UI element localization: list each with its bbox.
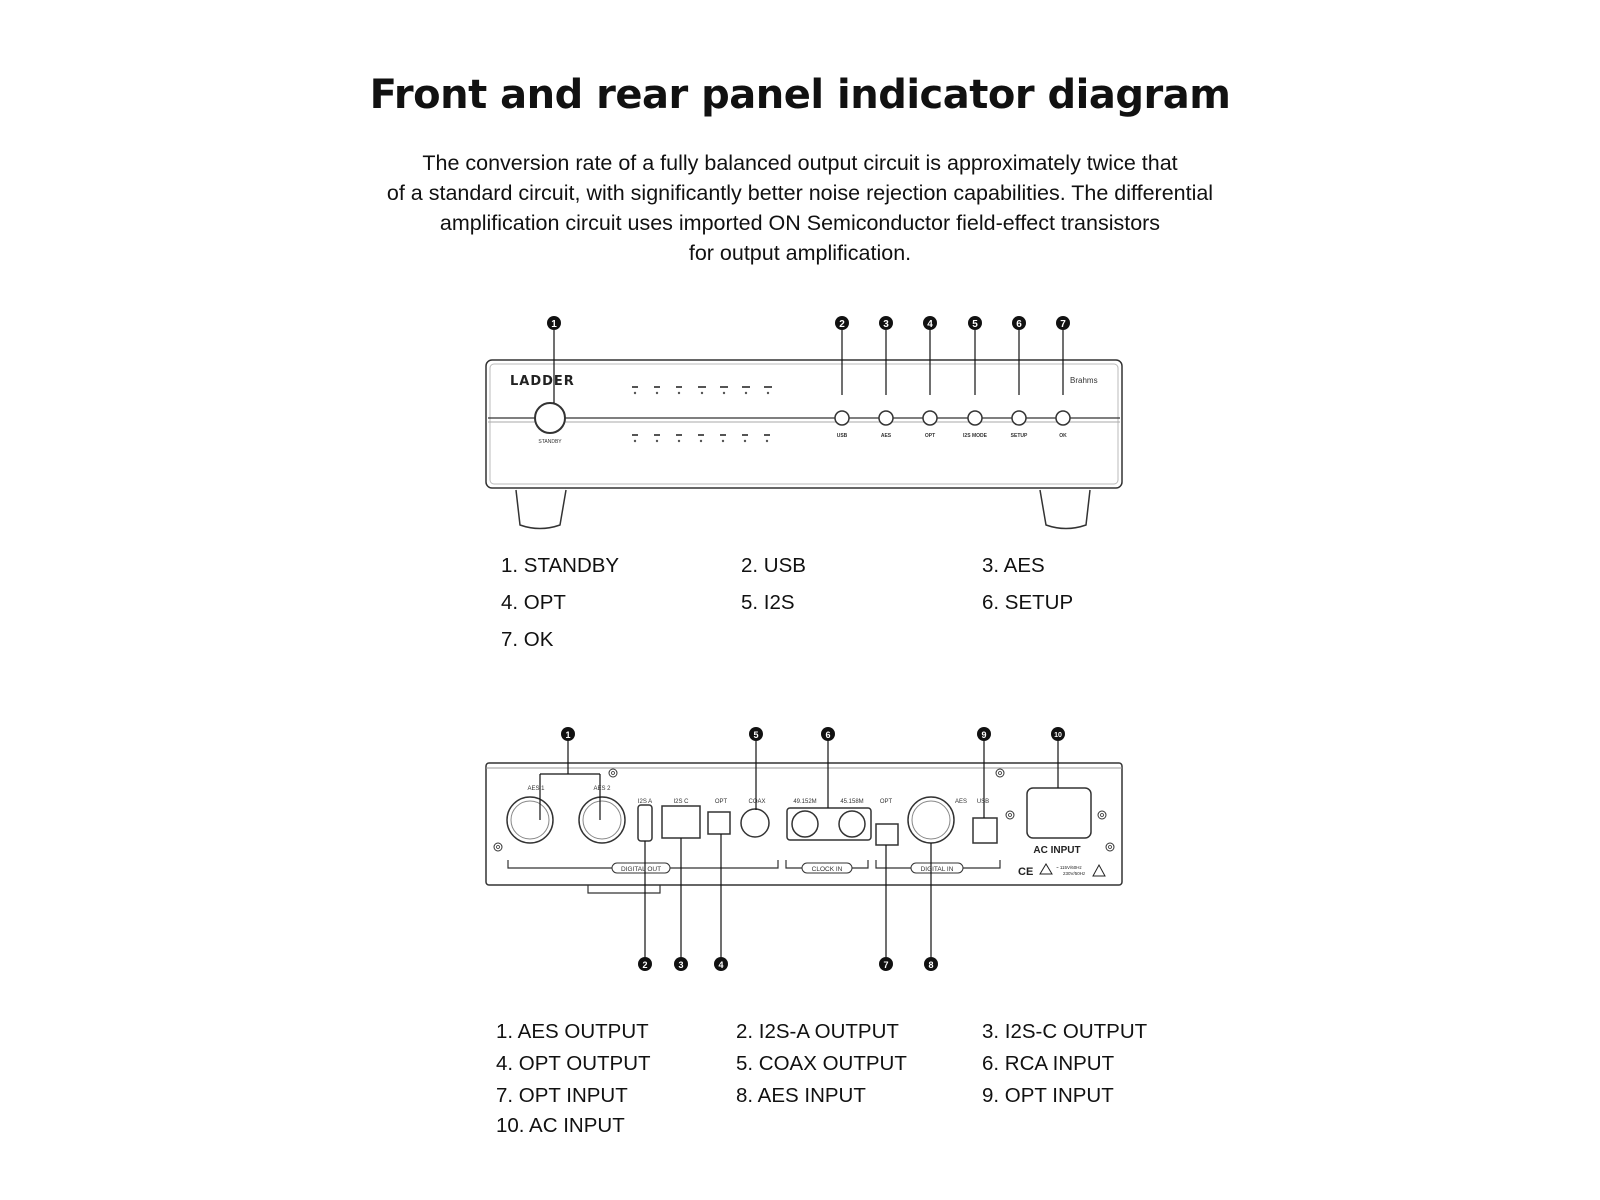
indicator-dot bbox=[654, 386, 660, 388]
rear-legend-item: 1. AES OUTPUT bbox=[496, 1020, 649, 1043]
ok-button bbox=[1056, 411, 1070, 425]
opt-output-port bbox=[708, 812, 730, 834]
i2s-c-port bbox=[662, 806, 700, 838]
coax-output-port bbox=[741, 809, 769, 837]
indicator-dot bbox=[720, 434, 726, 436]
front-leader-lines bbox=[554, 330, 1063, 403]
standby-label: STANDBY bbox=[538, 439, 562, 445]
rear-legend-item: 2. I2S-A OUTPUT bbox=[736, 1020, 899, 1043]
marker-number: 7 bbox=[1060, 319, 1066, 330]
i2s-a-port bbox=[638, 805, 652, 841]
aes2-output-port bbox=[583, 801, 621, 839]
model-name: Brahms bbox=[1070, 376, 1098, 385]
front-markers bbox=[547, 316, 1070, 330]
indicator-dot bbox=[701, 392, 703, 394]
front-legend-item: 1. STANDBY bbox=[501, 554, 620, 577]
marker-number: 8 bbox=[928, 960, 934, 970]
aes-input-port bbox=[912, 801, 950, 839]
indicator-dot bbox=[722, 440, 724, 442]
front-legend-item: 2. USB bbox=[741, 554, 806, 577]
indicator-dot bbox=[767, 392, 769, 394]
front-legend-item: 7. OK bbox=[501, 628, 554, 651]
screw bbox=[1101, 814, 1104, 817]
screw bbox=[1009, 814, 1012, 817]
indicator-dot bbox=[676, 386, 682, 388]
marker-number: 7 bbox=[883, 960, 889, 970]
aes-button bbox=[879, 411, 893, 425]
port-label: OPT bbox=[714, 799, 728, 805]
screw bbox=[609, 769, 617, 777]
rear-legend-item: 9. OPT INPUT bbox=[982, 1084, 1114, 1107]
screw bbox=[494, 843, 502, 851]
warning-icon bbox=[1040, 864, 1052, 874]
indicator-dot bbox=[700, 440, 702, 442]
rear-marker-numbers bbox=[565, 730, 1062, 970]
group-label: DIGITAL IN bbox=[920, 866, 954, 873]
usb-input-port bbox=[973, 818, 997, 843]
port-label: 49.152M bbox=[793, 799, 817, 805]
screw bbox=[999, 772, 1002, 775]
i2s-mode-button bbox=[968, 411, 982, 425]
opt-input-port bbox=[876, 824, 898, 845]
port-label: USB bbox=[976, 799, 990, 805]
front-legend-item: 5. I2S bbox=[741, 591, 795, 614]
marker-number: 4 bbox=[927, 319, 933, 330]
rear-legend-item: 10. AC INPUT bbox=[496, 1114, 625, 1137]
aes2-output-port bbox=[579, 797, 625, 843]
front-chassis bbox=[486, 360, 1122, 488]
indicator-dot bbox=[698, 386, 706, 388]
front-foot-right bbox=[1040, 490, 1090, 529]
screw bbox=[612, 772, 615, 775]
description-line: amplification circuit uses imported ON Semiconductor field-effect transistors bbox=[439, 211, 1161, 235]
button-label: AES bbox=[880, 433, 892, 439]
rear-legend-item: 7. OPT INPUT bbox=[496, 1084, 628, 1107]
description-line: The conversion rate of a fully balanced output circuit is approximately twice that bbox=[422, 151, 1178, 175]
front-panel bbox=[486, 330, 1122, 529]
marker-number: 4 bbox=[718, 960, 724, 970]
description-line: of a standard circuit, with significantly better noise rejection capabilities. The differential bbox=[386, 181, 1214, 205]
opt-button bbox=[923, 411, 937, 425]
screw bbox=[1106, 843, 1114, 851]
marker-number: 1 bbox=[565, 730, 571, 740]
rear-legend-item: 8. AES INPUT bbox=[736, 1084, 866, 1107]
front-marker-numbers bbox=[551, 319, 1066, 330]
foot-bracket bbox=[588, 885, 660, 893]
port-label: AES bbox=[954, 799, 968, 805]
button-label: OPT bbox=[924, 433, 936, 439]
indicator-dot bbox=[632, 434, 638, 436]
indicator-dot bbox=[742, 386, 750, 388]
indicator-dot bbox=[678, 392, 680, 394]
rear-legend-item: 3. I2S-C OUTPUT bbox=[982, 1020, 1148, 1043]
rear-legend-item: 4. OPT OUTPUT bbox=[496, 1052, 651, 1075]
indicator-dot bbox=[656, 392, 658, 394]
marker-number: 9 bbox=[981, 730, 987, 740]
screw bbox=[1109, 846, 1112, 849]
port-label: I2S C bbox=[673, 799, 689, 805]
button-label: SETUP bbox=[1010, 433, 1028, 439]
indicator-dot bbox=[678, 440, 680, 442]
port-label: AES 2 bbox=[593, 786, 611, 792]
marker-number: 3 bbox=[678, 960, 684, 970]
indicator-dot bbox=[744, 440, 746, 442]
description-line: for output amplification. bbox=[688, 241, 912, 265]
indicator-dot bbox=[766, 440, 768, 442]
indicator-dot bbox=[656, 440, 658, 442]
indicator-dot bbox=[720, 386, 728, 388]
indicator-dot bbox=[634, 392, 636, 394]
clock-in-port bbox=[792, 811, 818, 837]
standby-button bbox=[535, 403, 565, 433]
group-label: CLOCK IN bbox=[811, 866, 843, 873]
indicator-dot bbox=[723, 392, 725, 394]
rear-leader-lines bbox=[540, 741, 1058, 957]
button-label: OK bbox=[1059, 433, 1067, 439]
ce-mark: CE bbox=[1018, 866, 1034, 878]
page-title: Front and rear panel indicator diagram bbox=[369, 72, 1231, 118]
indicator-row-top bbox=[632, 386, 772, 394]
port-label: AES 1 bbox=[527, 786, 545, 792]
button-label: USB bbox=[836, 433, 848, 439]
group-label: DIGITAL OUT bbox=[620, 866, 662, 873]
marker-number: 10 bbox=[1054, 732, 1062, 739]
usb-button bbox=[835, 411, 849, 425]
rear-legend-item: 5. COAX OUTPUT bbox=[736, 1052, 907, 1075]
screw bbox=[1098, 811, 1106, 819]
marker-number: 5 bbox=[972, 319, 978, 330]
aes1-output-port bbox=[507, 797, 553, 843]
port-label: COAX bbox=[748, 799, 766, 805]
aes1-output-port bbox=[511, 801, 549, 839]
marker-number: 1 bbox=[551, 319, 557, 330]
indicator-dot bbox=[634, 440, 636, 442]
button-label: I2S MODE bbox=[963, 433, 987, 439]
indicator-dot bbox=[632, 386, 638, 388]
warning-icon bbox=[1093, 865, 1105, 876]
ac-input-label: AC INPUT bbox=[1033, 845, 1081, 856]
front-legend-item: 4. OPT bbox=[501, 591, 566, 614]
front-foot-left bbox=[516, 490, 566, 529]
marker-number: 2 bbox=[642, 960, 648, 970]
indicator-dot bbox=[654, 434, 660, 436]
screw bbox=[996, 769, 1004, 777]
screw bbox=[1006, 811, 1014, 819]
clock-in-port bbox=[839, 811, 865, 837]
voltage-line: 230V/50Hz bbox=[1063, 871, 1086, 876]
indicator-dot bbox=[676, 434, 682, 436]
marker-number: 6 bbox=[825, 730, 831, 740]
marker-number: 6 bbox=[1016, 319, 1022, 330]
indicator-dot bbox=[764, 386, 772, 388]
indicator-dot bbox=[745, 392, 747, 394]
rear-legend-item: 6. RCA INPUT bbox=[982, 1052, 1115, 1075]
port-label: I2S A bbox=[637, 799, 653, 805]
front-legend-item: 3. AES bbox=[982, 554, 1045, 577]
indicator-dot bbox=[742, 434, 748, 436]
indicator-dot bbox=[764, 434, 770, 436]
indicator-row-bottom bbox=[632, 434, 770, 442]
front-legend-item: 6. SETUP bbox=[982, 591, 1074, 614]
front-button-labels bbox=[837, 433, 1067, 439]
setup-button bbox=[1012, 411, 1026, 425]
port-label: OPT bbox=[879, 799, 893, 805]
ac-input-socket bbox=[1027, 788, 1091, 838]
rear-panel bbox=[486, 741, 1122, 957]
port-label: 45.158M bbox=[840, 799, 864, 805]
indicator-dot bbox=[698, 434, 704, 436]
marker-number: 2 bbox=[839, 319, 845, 330]
brand-logo: LADDER bbox=[510, 374, 575, 389]
marker-number: 3 bbox=[883, 319, 889, 330]
marker-number: 5 bbox=[753, 730, 759, 740]
aes-input-port bbox=[908, 797, 954, 843]
rear-group-labels bbox=[621, 866, 954, 873]
screw bbox=[497, 846, 500, 849]
voltage-line: ~ 115V/60Hz bbox=[1056, 865, 1082, 870]
